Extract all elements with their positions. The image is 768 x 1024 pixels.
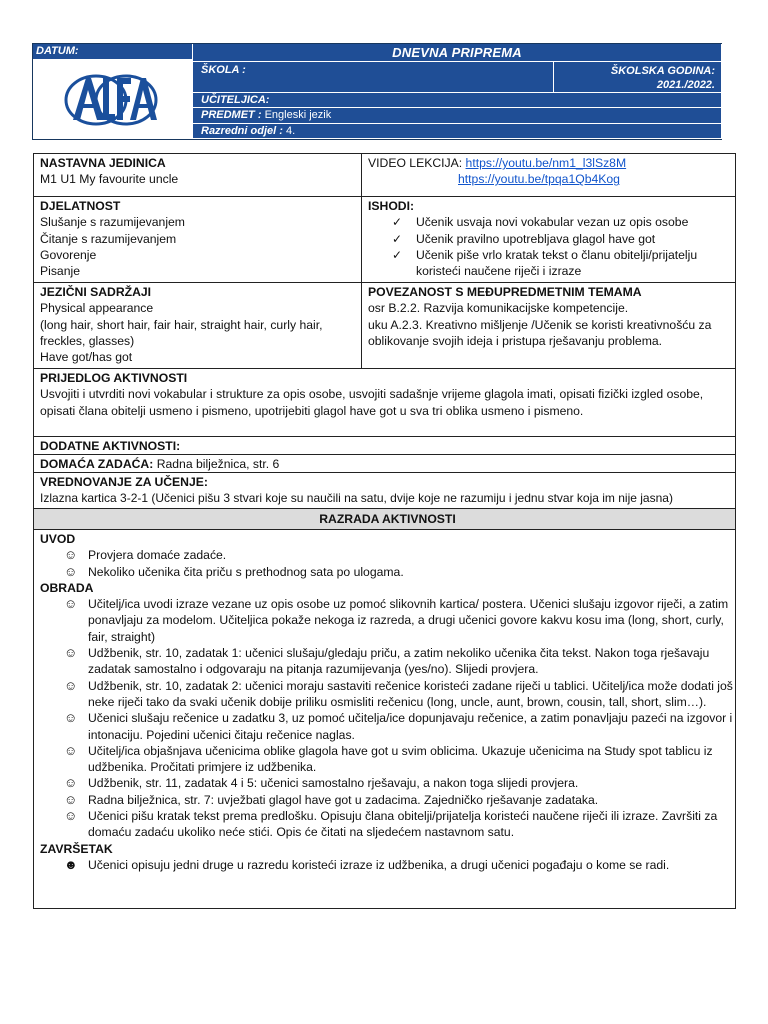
smiley-icon: ☺ — [64, 677, 78, 693]
dodatne-label: DODATNE AKTIVNOSTI: — [40, 439, 181, 453]
smiley-icon: ☺ — [64, 775, 78, 791]
smiley-icon: ☺ — [64, 742, 78, 758]
zavrsetak-label: ZAVRŠETAK — [40, 841, 113, 856]
ishodi-label: ISHODI: — [368, 199, 415, 213]
smiley-icon: ☺ — [64, 710, 78, 726]
djelatnost-label: DJELATNOST — [40, 199, 121, 213]
smiley-icon: ☺ — [64, 596, 78, 612]
vrednovanje-label: VREDNOVANJE ZA UČENJE: — [40, 475, 208, 489]
smiley-icon: ☺ — [64, 547, 78, 563]
djelatnost-item: Govorenje — [40, 247, 97, 262]
vrednovanje-cell — [34, 473, 736, 509]
obrada-item: ☺ Radna bilježnica, str. 7: uvježbati glagol have got u zadacima. Zajedničko rješavanje zadataka. — [64, 791, 599, 807]
skolska-godina-label: ŠKOLSKA GODINA: — [610, 65, 715, 77]
video-link-2[interactable]: https://youtu.be/tpqa1Qb4Kog — [458, 172, 620, 187]
nastavna-label: NASTAVNA JEDINICA — [40, 156, 166, 170]
ishod-item: ✓ Učenik usvaja novi vokabular vezan uz opis osobe — [392, 215, 689, 230]
razredni-label: Razredni odjel : — [201, 125, 283, 137]
razredni-row — [193, 124, 722, 139]
prijedlog-cell — [34, 369, 736, 437]
razredni-value: 4. — [285, 125, 296, 137]
obrada-item: ☺ Učenici pišu kratak tekst prema predlošku. Opisuju člana obitelji/prijatelja koristeći naučene riječi ili izraze. Završiti za domaću zadaću ukoliko neće stići. Opis će čitati na sljedećem nastavnom satu. — [64, 808, 718, 840]
page-title: DNEVNA PRIPREMA — [193, 44, 722, 62]
ishod-item: ✓ Učenik pravilno upotrebljava glagol have got — [392, 231, 656, 246]
jezicni-label: JEZIČNI SADRŽAJI — [40, 285, 152, 299]
skolska-godina-value: 2021./2022. — [656, 79, 715, 91]
check-icon: ✓ — [392, 215, 403, 230]
video-label: VIDEO LEKCIJA: — [368, 156, 463, 170]
obrada-item: ☺ Učenici slušaju rečenice u zadatku 3, uz pomoć učitelja/ice dopunjavaju rečenice, a zatim ponavljaju pazeći na izgovor i intonaciju. Pojedini učenici čitaju rečenice naglas. — [64, 710, 733, 742]
predmet-label: PREDMET : — [201, 109, 262, 121]
dodatne-cell — [34, 437, 736, 455]
djelatnost-item: Slušanje s razumijevanjem — [40, 215, 185, 230]
jezicni-line: Have got/has got — [40, 350, 133, 365]
video-link-1[interactable]: https://youtu.be/nm1_l3lSz8M — [465, 156, 627, 170]
djelatnost-item: Čitanje s razumijevanjem — [40, 231, 177, 246]
obrada-item: ☺ Učitelj/ica objašnjava učenicima oblike glagola have got u svim oblicima. Ukazuje učenicima na Study spot tablicu iz udžbenika. Pročitati primjere iz udžbenika. — [64, 742, 713, 775]
povezanost-line: uku A.2.3. Kreativno mišljenje /Učenik se koristi kreativnošću za oblikovanje svojih ideja i pristupa rješavanju problema. — [368, 317, 712, 348]
obrada-item: ☺ Učitelj/ica uvodi izraze vezane uz opis osobe uz pomoć slikovnih kartica/ postera. Učenici slušaju izgovor riječi, a zatim ponavljaju za modelom. Učiteljica pokaže nekoga iz razreda, a drugi učenici govore kakvu kosu ima (long, short, curly, fair, straight) — [64, 596, 729, 644]
skolska-godina — [554, 62, 722, 93]
datum-label: DATUM: — [33, 44, 193, 60]
prijedlog-label: PRIJEDLOG AKTIVNOSTI — [40, 371, 188, 385]
smiley-icon: ☺ — [64, 791, 78, 807]
ishod-item: ✓ Učenik piše vrlo kratak tekst o članu obitelji/prijatelju koristeći naučene riječi i izraze — [392, 247, 698, 279]
obrada-item: ☺ Udžbenik, str. 10, zadatak 2: učenici moraju sastaviti rečenice koristeći zadane riječi u tablici. Učitelj/ica može dodati još neke riječi tako da svaki učenik dobije priliku osmisliti rečenicu (long, uncle, aunt, brown, cousin, tall, short, slim…). — [64, 677, 733, 709]
header-table — [32, 43, 722, 140]
uvod-item: ☺ Provjera domaće zadaće. — [64, 547, 227, 563]
smiley-icon: ☻ — [64, 856, 78, 872]
smiley-icon: ☺ — [64, 808, 78, 824]
uvod-label: UVOD — [40, 532, 76, 546]
domaca-value: Radna bilježnica, str. 6 — [156, 457, 280, 471]
vrednovanje-text: Izlazna kartica 3-2-1 (Učenici pišu 3 stvari koje su naučili na satu, dvije koje ne razumiju i jednu stvar koja im nije jasna) — [40, 491, 673, 506]
obrada-label: OBRADA — [40, 580, 94, 595]
uciteljica-label: UČITELJICA: — [193, 93, 722, 108]
nastavna-value: M1 U1 My favourite uncle — [40, 172, 179, 187]
prijedlog-text: Usvojiti i utvrditi novi vokabular i strukture za opis osobe, usvojiti sadašnje vrijeme glagola imati, opisati fizički izgled osobe, opisati člana obitelji usmeno i pismeno, upotrijebiti glagol have got u sva tri oblika usmeno i pismeno. — [40, 387, 704, 418]
predmet-value: Engleski jezik — [264, 109, 332, 121]
djelatnost-cell — [34, 197, 362, 283]
povezanost-line: osr B.2.2. Razvija komunikacijske kompetencije. — [368, 301, 629, 316]
smiley-icon: ☺ — [64, 563, 78, 579]
uvod-item: ☺ Nekoliko učenika čita priču s prethodnog sata po ulogama. — [64, 563, 404, 579]
main-table — [33, 153, 736, 909]
domaca-cell — [34, 455, 736, 473]
predmet-row — [193, 108, 722, 124]
razrada-header: RAZRADA AKTIVNOSTI — [34, 509, 736, 530]
jezicni-line: Physical appearance — [40, 301, 154, 316]
jezicni-cell — [34, 283, 362, 369]
check-icon: ✓ — [392, 247, 403, 262]
ishodi-cell — [362, 197, 736, 283]
obrada-item: ☺ Udžbenik, str. 11, zadatak 4 i 5: učenici samostalno rješavaju, a nakon toga slijedi provjera. — [64, 775, 579, 791]
check-icon: ✓ — [392, 231, 403, 246]
jezicni-line: (long hair, short hair, fair hair, straight hair, curly hair, freckles, glasses) — [40, 317, 323, 348]
djelatnost-item: Pisanje — [40, 264, 80, 279]
smiley-icon: ☺ — [64, 645, 78, 661]
povezanost-label: POVEZANOST S MEĐUPREDMETNIM TEMAMA — [368, 285, 642, 299]
povezanost-cell — [362, 283, 736, 369]
obrada-item: ☺ Udžbenik, str. 10, zadatak 1: učenici slušaju/gledaju priču, a zatim nekoliko učenika čita tekst. Nakon toga rješavaju zadatak samostalno i odgovaraju na pitanja razumijevanja (yes/no). Slijedi provjera. — [64, 645, 710, 677]
zavrsetak-item: ☻ Učenici opisuju jedni druge u razredu koristeći izraze iz udžbenika, a drugi učenici pogađaju o kome se radi. — [64, 856, 670, 872]
razrada-cell — [34, 530, 736, 908]
domaca-label: DOMAĆA ZADAĆA: — [40, 457, 154, 471]
video-cell — [362, 154, 736, 197]
skola-label: ŠKOLA : — [193, 62, 554, 93]
nastavna-cell — [34, 154, 362, 197]
